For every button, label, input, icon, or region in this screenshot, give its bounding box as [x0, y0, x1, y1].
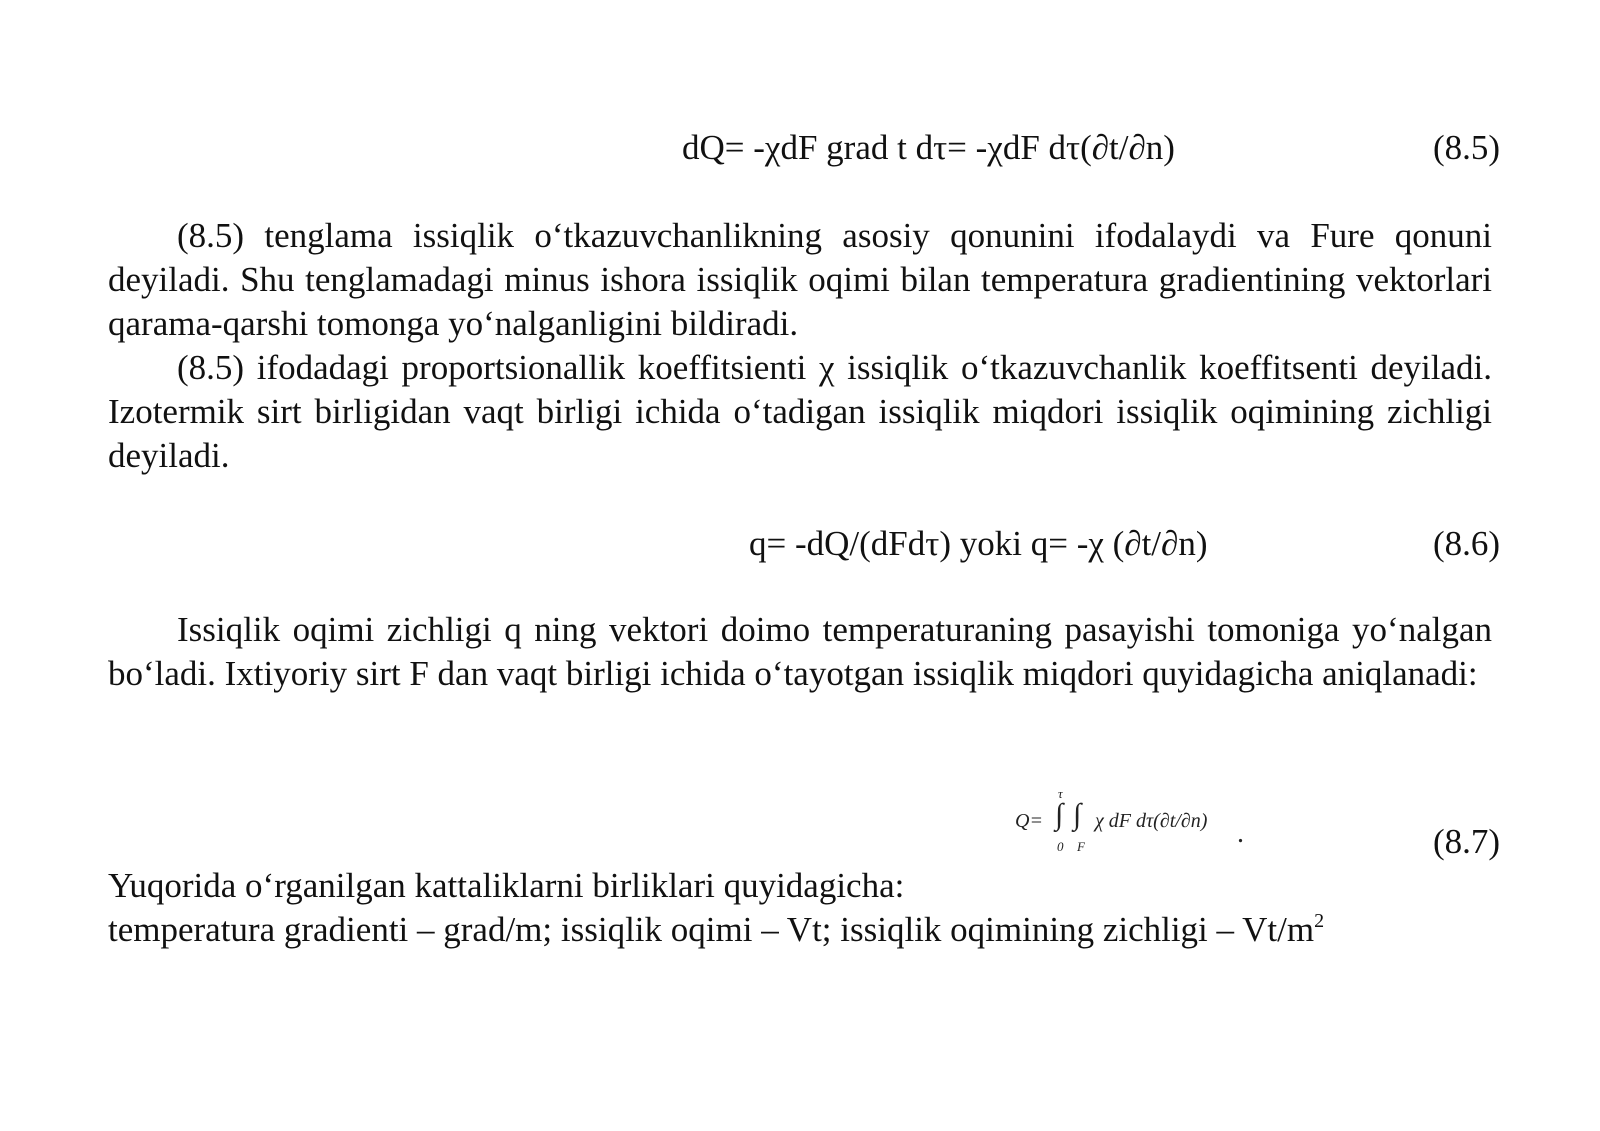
equation-8-6: [0, 519, 1600, 569]
integrand: χ dF dτ(∂t/∂n): [1095, 810, 1208, 832]
paragraph-conductivity-coefficient: (8.5) ifodadagi proportsionallik koeffitsienti χ issiqlik o‘tkazuvchanlik koeffitsenti deyiladi. Izotermik sirt birligidan vaqt birligi ichida o‘tadigan issiqlik miqdori issiqlik oqimining zichligi deyiladi.: [108, 348, 1492, 475]
equation-number: (8.5): [1432, 128, 1500, 167]
integral-lower-limit-surface: F: [1077, 839, 1085, 854]
equation-dot: .: [1237, 818, 1244, 849]
equation-formula: q= -dQ/(dFdτ) yoki q= -χ (∂t/∂n): [749, 524, 1208, 563]
integral-lower-limit-time: 0: [1057, 839, 1064, 854]
equation-number: (8.7): [1432, 822, 1500, 861]
equation-formula: dQ= -χdF grad t dτ= -χdF dτ(∂t/∂n): [682, 128, 1175, 167]
integral-lhs: Q=: [1015, 810, 1043, 832]
units-line: [108, 908, 1548, 952]
paragraph-fourier-law: (8.5) tenglama issiqlik o‘tkazuvchanlikning asosiy qonunini ifodalaydi va Fure qonuni deyiladi. Shu tenglamadagi minus ishora issiqlik oqimi bilan temperatura gradientining vektorlari qarama-qarshi tomonga yo‘nalganligini bildiradi.: [108, 216, 1492, 343]
units-superscript: 2: [1314, 910, 1325, 932]
integral-upper-limit: τ: [1058, 786, 1063, 801]
equation-number: (8.6): [1432, 524, 1500, 563]
units-intro: Yuqorida o‘rganilgan kattaliklarni birliklari quyidagicha:: [108, 866, 905, 905]
integral-sign-time: ∫: [1055, 798, 1064, 831]
paragraph-heat-flux-vector: Issiqlik oqimi zichligi q ning vektori doimo temperaturaning pasayishi tomoniga yo‘nalgan bo‘ladi. Ixtiyoriy sirt F dan vaqt birligi ichida o‘tayotgan issiqlik miqdori quyidagicha aniqlanadi:: [108, 610, 1492, 693]
equation-8-5: [0, 123, 1600, 173]
integral-sign-surface: ∫: [1073, 798, 1082, 831]
units-text: temperatura gradienti – grad/m; issiqlik oqimi – Vt; issiqlik oqimining zichligi – Vt/m: [108, 910, 1315, 949]
equation-8-7: [0, 817, 1600, 867]
